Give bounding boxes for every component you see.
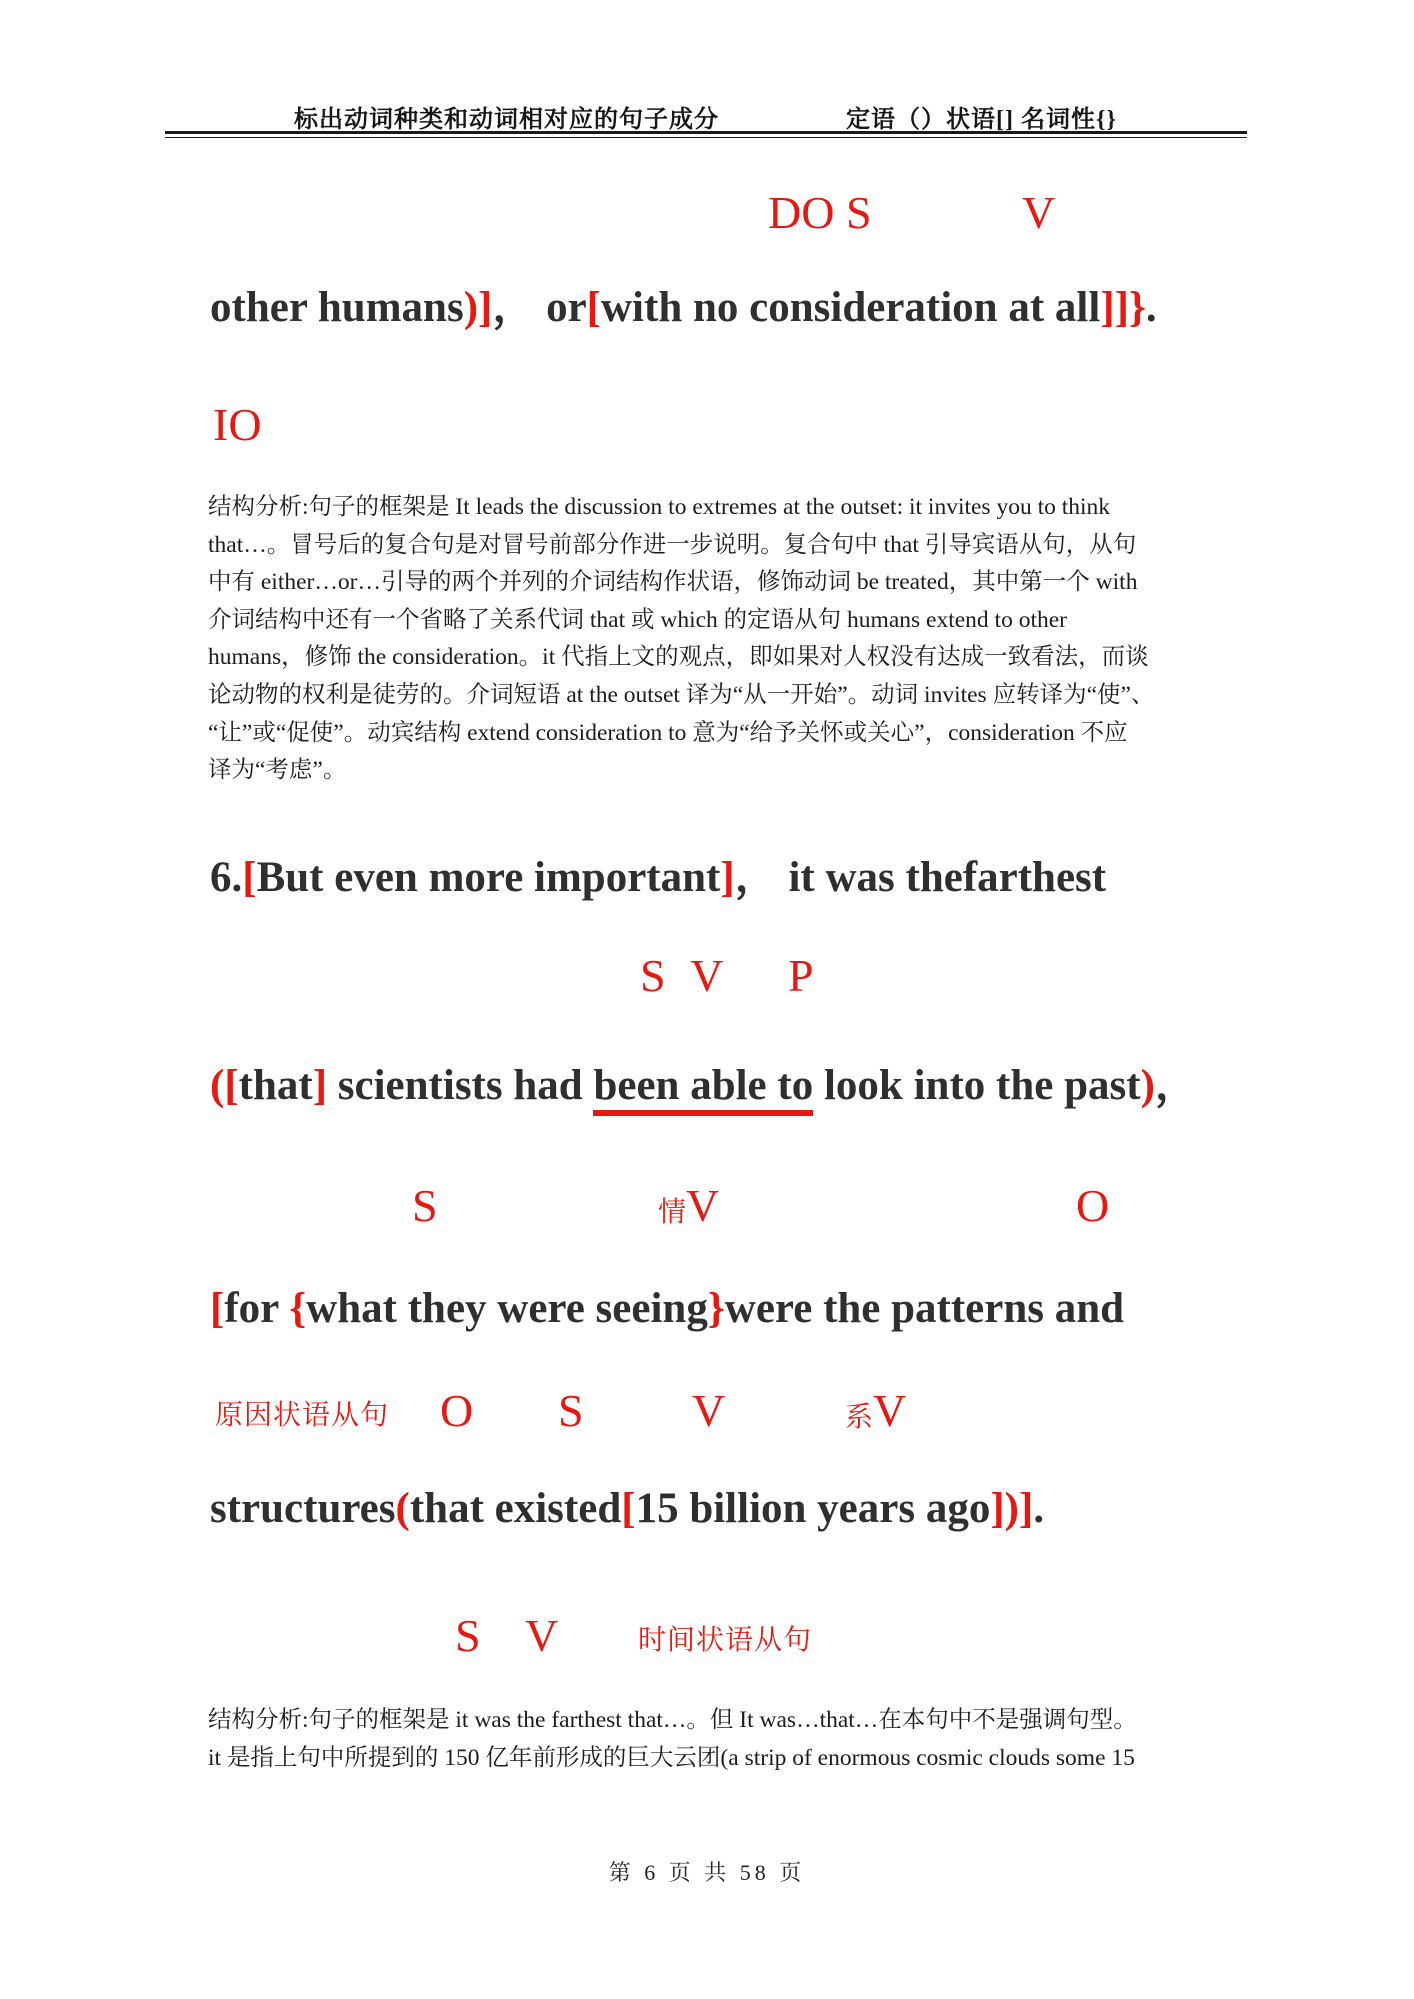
annotation-linking-v-letter: V [873,1385,907,1436]
text-segment: But even more important [256,854,721,901]
text-segment: for [224,1285,290,1332]
text-segment: [ [242,854,257,901]
header-double-rule [165,131,1247,138]
text-segment: . [1033,1485,1045,1532]
annotation-v: V [1022,187,1056,238]
annotation-modal-v-letter: V [686,1180,720,1231]
text-segment: with no consideration at all [601,284,1101,331]
text-segment: ([ [210,1062,239,1109]
annotation-linking-label: 系 [845,1402,874,1433]
annotation-p: P [788,950,814,1001]
text-segment: structures [210,1485,396,1532]
paragraph-line: that…。冒号后的复合句是对冒号前部分作进一步说明。复合句中 that 引导宾语从句，从句 [208,531,1137,558]
text-segment: [ [621,1485,636,1532]
text-segment: ( [395,1485,410,1532]
header-left-title: 标出动词种类和动词相对应的句子成分 [294,107,719,133]
text-segment: 6. [210,854,243,901]
paragraph-line: 结构分析:句子的框架是 It leads the discussion to extremes at the outset: it invites you to think [208,494,1111,520]
sentence-structures [210,1483,1044,1535]
annotation-do-s: DO S [768,187,872,238]
text-segment: ) [1140,1062,1155,1109]
paragraph-line: 中有 either…or…引导的两个并列的介词结构作状语，修饰动词 be treated，其中第一个 with [208,569,1138,596]
annotation-linking-v [845,1385,907,1436]
text-segment: been able to [593,1062,813,1116]
annotation-row-io [0,399,1414,454]
annotation-time-clause-label: 时间状语从句 [638,1625,813,1656]
text-segment: other humans [210,284,464,331]
text-segment: ])] [990,1485,1034,1532]
header-right-legend: 定语（）状语[] 名词性{} [846,107,1117,133]
annotation-row-time-clause [0,1610,1414,1665]
text-segment: ， [1154,1062,1198,1109]
text-segment: } [707,1285,725,1332]
text-segment: [ [586,284,601,331]
text-segment: that existed [409,1485,622,1532]
text-segment: [ [210,1285,225,1332]
annotation-o-2: O [440,1385,474,1436]
text-segment: ] [720,854,735,901]
annotation-reason-clause-label: 原因状语从句 [215,1400,390,1431]
paragraph-line: “让”或“促使”。动宾结构 extend consideration to 意为“给予关怀或关心”，consideration 不应 [208,719,1128,746]
annotation-s-3: S [455,1610,481,1661]
text-segment: scientists had [327,1062,594,1109]
structure-analysis-paragraph-1 [208,489,1154,790]
annotation-io: IO [213,399,262,450]
annotation-row-reason-clause [0,1385,1414,1440]
text-segment: that [238,1062,313,1109]
section-6-heading [210,852,1106,904]
structure-analysis-paragraph-2 [208,1702,1137,1777]
sentence-continuation-line [210,282,1157,334]
annotation-row-s-modal-v-o [0,1180,1414,1235]
paragraph-line: 论动物的权利是徒劳的。介词短语 at the outset 译为“从一开始”。动词 invites 应转译为“使”、 [208,681,1155,708]
annotation-s-2: S [558,1385,584,1436]
text-segment: 15 billion years ago [635,1485,991,1532]
annotation-s: S [412,1180,438,1231]
annotation-modal-v [658,1180,720,1231]
annotation-v-3: V [525,1610,559,1661]
text-segment: . [1145,284,1157,331]
text-segment: what they were seeing [306,1285,708,1332]
annotation-row-sv-p [0,950,1414,1005]
annotation-v-2: V [692,1385,726,1436]
sentence-that-clause [210,1060,1198,1112]
paragraph-line: humans，修饰 the consideration。it 代指上文的观点，即如果对人权没有达成一致看法，而谈 [208,644,1149,671]
text-segment: ] [312,1062,328,1109]
text-segment: ， or [492,284,587,331]
paragraph-line: 译为“考虑”。 [208,757,347,784]
text-segment: ]]} [1100,284,1146,331]
paragraph-line: it 是指上句中所提到的 150 亿年前形成的巨大云团(a strip of enormous cosmic clouds some 15 [208,1744,1135,1771]
paragraph-line: 结构分析:句子的框架是 it was the farthest that…。但 It was…that…在本句中不是强调句型。 [208,1707,1137,1733]
annotation-modal-label: 情 [658,1197,687,1228]
annotation-o: O [1076,1180,1110,1231]
text-segment: look into the past [813,1062,1141,1109]
sentence-for-clause [210,1283,1124,1335]
annotation-row-do-s-v [0,187,1414,242]
text-segment: ， it was thefarthest [734,854,1107,901]
paragraph-line: 介词结构中还有一个省略了关系代词 that 或 which 的定语从句 humans extend to other [208,606,1067,633]
text-segment: { [289,1285,307,1332]
text-segment: were the patterns and [724,1285,1125,1332]
page-footer: 第 6 页 共 58 页 [608,1860,806,1885]
text-segment: )] [463,284,493,331]
annotation-s-v: S V [640,950,724,1001]
